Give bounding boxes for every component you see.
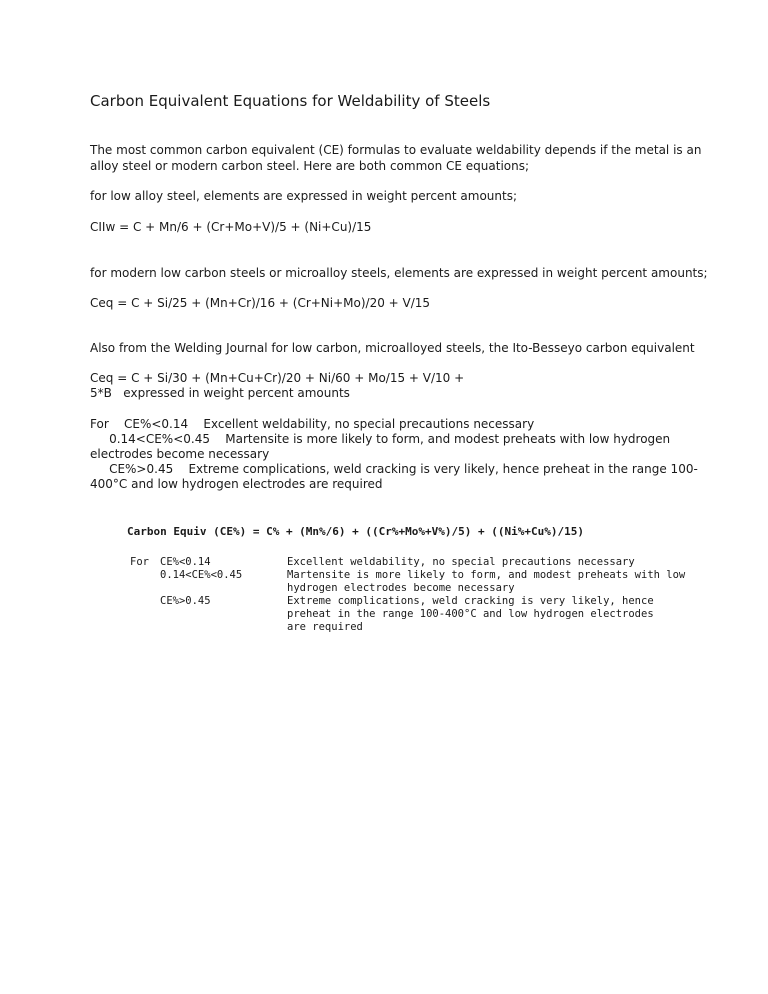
range-line-3: electrodes become necessary <box>90 447 270 461</box>
box-for-label: For <box>130 556 149 568</box>
ceq-equation-2-line-1: Ceq = C + Si/30 + (Mn+Cu+Cr)/20 + Ni/60 + Mo/15 + V/10 + <box>90 371 465 385</box>
range-line-4: CE%>0.45 Extreme complications, weld cracking is very likely, hence preheat in the range 100- <box>90 462 698 476</box>
carbon-equiv-formula: Carbon Equiv (CE%) = C% + (Mn%/6) + ((Cr%+Mo%+V%)/5) + ((Ni%+Cu%)/15) <box>127 525 584 538</box>
box-range-2: 0.14<CE%<0.45 <box>160 569 243 581</box>
box-range-1: CE%<0.14 <box>160 556 211 568</box>
ceq-equation-1: Ceq = C + Si/25 + (Mn+Cr)/16 + (Cr+Ni+Mo)/20 + V/15 <box>90 296 431 310</box>
box-desc-3-line-3: are required <box>287 621 363 633</box>
box-desc-3-line-2: preheat in the range 100-400°C and low hydrogen electrodes <box>287 608 654 620</box>
box-desc-1: Excellent weldability, no special precautions necessary <box>287 556 635 568</box>
box-range-3: CE%>0.45 <box>160 595 211 607</box>
box-desc-2-line-2: hydrogen electrodes become necessary <box>287 582 515 594</box>
range-line-2: 0.14<CE%<0.45 Martensite is more likely to form, and modest preheats with low hydrogen <box>90 432 671 446</box>
page-title: Carbon Equivalent Equations for Weldability of Steels <box>90 92 491 110</box>
range-line-5: 400°C and low hydrogen electrodes are required <box>90 477 383 491</box>
ciiw-equation: CIIw = C + Mn/6 + (Cr+Mo+V)/5 + (Ni+Cu)/15 <box>90 220 372 234</box>
modern-steel-text: for modern low carbon steels or microalloy steels, elements are expressed in weight percent amounts; <box>90 266 708 280</box>
box-desc-2-line-1: Martensite is more likely to form, and modest preheats with low <box>287 569 686 581</box>
range-line-1: For CE%<0.14 Excellent weldability, no special precautions necessary <box>90 417 535 431</box>
welding-journal-text: Also from the Welding Journal for low carbon, microalloyed steels, the Ito-Besseyo carbon equivalent <box>90 341 695 355</box>
ceq-equation-2-line-2: 5*B expressed in weight percent amounts <box>90 386 350 400</box>
intro-line-1: The most common carbon equivalent (CE) formulas to evaluate weldability depends if the metal is an <box>90 143 702 157</box>
box-desc-3-line-1: Extreme complications, weld cracking is very likely, hence <box>287 595 654 607</box>
low-alloy-text: for low alloy steel, elements are expressed in weight percent amounts; <box>90 189 518 203</box>
intro-line-2: alloy steel or modern carbon steel. Here are both common CE equations; <box>90 159 530 173</box>
